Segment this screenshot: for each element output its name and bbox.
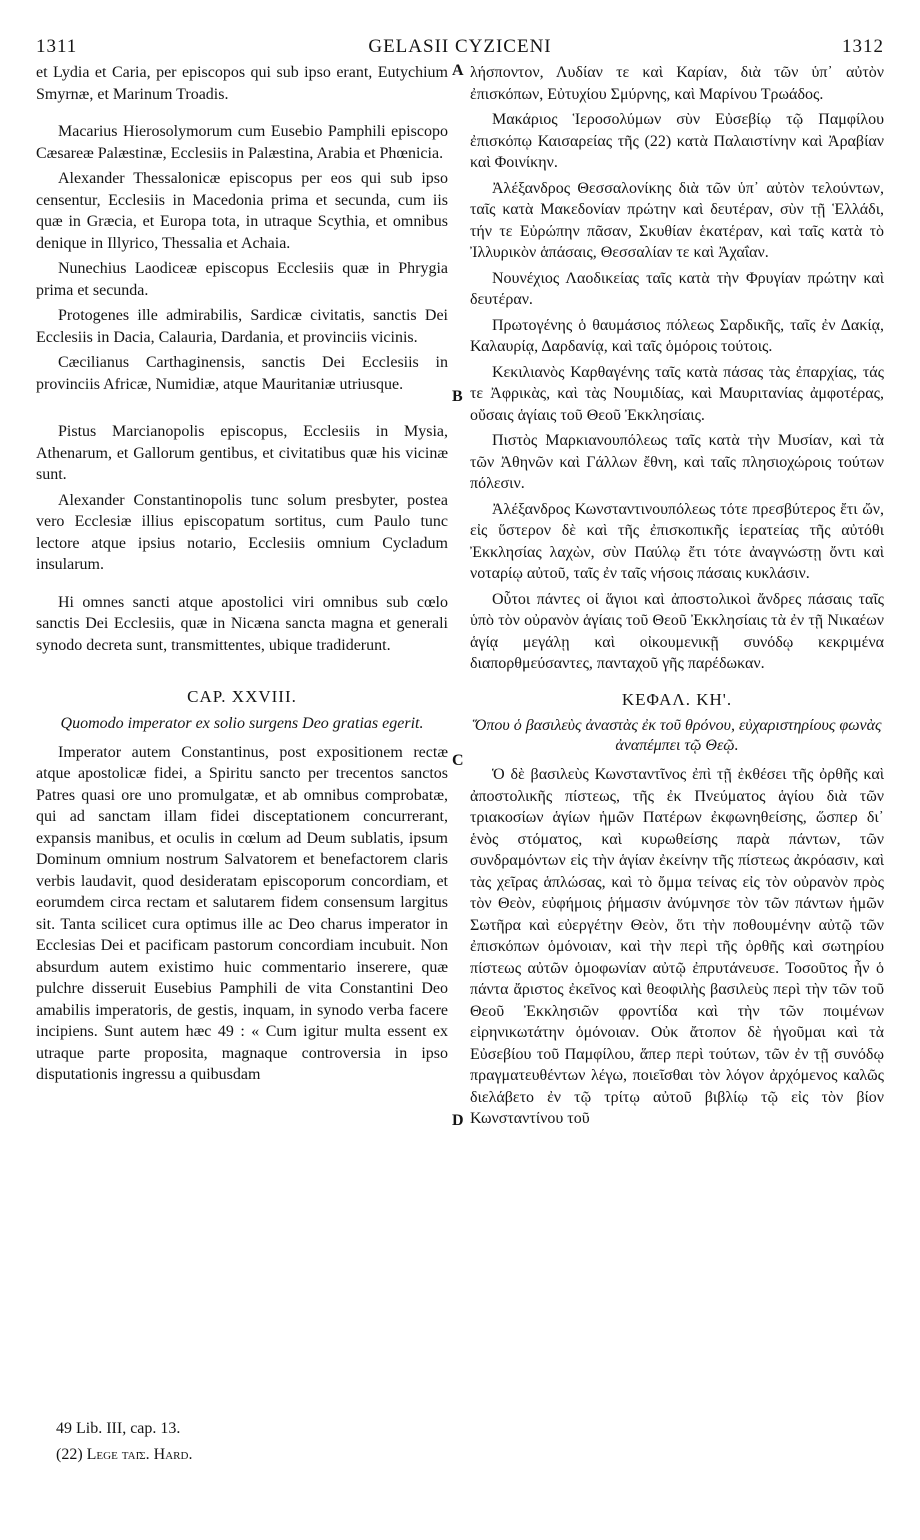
latin-paragraph: et Lydia et Caria, per episcopos qui sub ipso erant, Eutychium Smyrnæ, et Marinum Troadis. xyxy=(36,64,448,103)
margin-letter: D xyxy=(452,1112,464,1129)
margin-letter: B xyxy=(452,388,463,405)
chapter-subtitle-latin: Quomodo imperator ex solio surgens Deo gratias egerit. xyxy=(60,714,424,732)
greek-paragraph: λήσποντον, Λυδίαν τε καὶ Καρίαν, διὰ τῶν ὑπ᾽ αὐτὸν ἐπισκόπων, Εὐτυχίου Σμύρνης, καὶ Μαρίνου Τρωάδος. xyxy=(470,64,884,103)
latin-column xyxy=(36,62,448,1090)
greek-column xyxy=(470,62,884,1134)
greek-paragraph: Πρωτογένης ὁ θαυμάσιος πόλεως Σαρδικῆς, ταῖς ἐν Δακίᾳ, Καλαυρίᾳ, Δαρδανίᾳ, καὶ ταῖς ὁμόροις τούτοις. xyxy=(470,316,884,355)
latin-paragraph: Nunechius Laodiceæ episcopus Ecclesiis quæ in Phrygia prima et secunda. xyxy=(36,260,448,299)
latin-paragraph: Protogenes ille admirabilis, Sardicæ civitatis, sanctis Dei Ecclesiis in Dacia, Calauria, Dardania, et provinciis vicinis. xyxy=(36,307,448,346)
margin-letters xyxy=(452,0,468,1540)
greek-paragraph: Κεκιλιανὸς Καρθαγένης ταῖς κατὰ πάσας τὰς ἐπαρχίας, τάς τε Ἀφρικὰς, καὶ τὰς Νουμιδίας, καὶ Μαυριτανίας ἀμφοτέρας, οὔσαις ἁγίαις τοῦ Θεοῦ Ἐκκλησίαις. xyxy=(470,363,884,424)
chapter-heading-latin: CAP. XXVIII. xyxy=(187,687,297,706)
footnote-49: 49 Lib. III, cap. 13. xyxy=(56,1420,181,1437)
greek-paragraph: Πιστὸς Μαρκιανουπόλεως ταῖς κατὰ τὴν Μυσίαν, καὶ τὰ τῶν Ἀθηνῶν καὶ Γάλλων ἔθνη, καὶ ταῖς πλησιοχώροις τούτων πόλεσιν. xyxy=(470,432,884,492)
latin-paragraph: Macarius Hierosolymorum cum Eusebio Pamphili episcopo Cæsareæ Palæstinæ, Ecclesiis in Palæstina, Arabia et Phœnicia. xyxy=(36,123,448,162)
latin-paragraph: Alexander Thessalonicæ episcopus per eos qui sub ipso censentur, Ecclesiis in Macedonia prima et secunda, cum iis quæ in Græcia, et Europa tota, in utraque Scythia, et omnibus denique in Illyrico, Thessalia et Achaia. xyxy=(36,170,448,252)
margin-letter: C xyxy=(452,752,464,769)
greek-paragraph: Μακάριος Ἱεροσολύμων σὺν Εὐσεβίῳ τῷ Παμφίλου ἐπισκόπῳ Καισαρείας τῆς (22) κατὰ Παλαιστίνην καὶ Ἀραβίαν καὶ Φοινίκην. xyxy=(470,111,884,171)
greek-paragraph: Ἀλέξανδρος Κωνσταντινουπόλεως τότε πρεσβύτερος ἔτι ὤν, εἰς ὕστερον δὲ καὶ τῆς ἐπισκοπικῆς ἱερατείας τῆς αὐτόθι Ἐκκλησίας λαχὼν, σὺν Παύλῳ ἔτι τότε ἀναγνώστῃ ὄντι καὶ νοταρίῳ αὐτοῦ, ταῖς ἐν ταῖς νήσοις πάσαις κυκλάσιν. xyxy=(470,500,884,582)
footnote-22: (22) Lege ταῖς. Hard. xyxy=(56,1446,193,1463)
page-number-left: 1311 xyxy=(36,36,78,57)
greek-paragraph: Ἀλέξανδρος Θεσσαλονίκης διὰ τῶν ὑπ᾽ αὐτὸν τελούντων, ταῖς κατὰ Μακεδονίαν πρώτην καὶ δευτέραν, σὺν τῇ Ἑλλάδι, τήν τε Εὐρώπην πᾶσαν, Σκυθίαν ἑκατέραν, καὶ ταῖς κατὰ τὸ Ἰλλυρικὸν ἁπάσαις, Θεσσαλίαν τε καὶ Ἀχαΐαν. xyxy=(470,179,884,261)
chapter-subtitle-greek: Ὅπου ὁ βασιλεὺς ἀναστὰς ἐκ τοῦ θρόνου, εὐχαριστηρίους φωνὰς ἀναπέμπει τῷ Θεῷ. xyxy=(472,717,882,754)
footnotes xyxy=(56,1416,436,1468)
latin-paragraph: Imperator autem Constantinus, post expositionem rectæ atque apostolicæ fidei, a Spiritu sancto per trecentos sanctos Patres quasi ore uno promulgatæ, et ab omnibus comprobatæ, qui ad sanctam illam fidei disceptationem concurrerant, expansis manibus, et oculis in cœlum ad Deum sublatis, ipsum Dominum omnium nostrum Salvatorem et benefactorem claris verbis laudavit, quod desideratam episcoporum concordiam, et eorumdem circa rectam et salutarem fidem consensum largitus sit. Tanta scilicet cura optimus ille ac Deo charus imperator in Ecclesias Dei et pacificam pastorum concordiam incubuit. Non absurdum autem existimo huic commentario inserere, quæ pulchre disseruit Eusebius Pamphili de vita Constantini Deo amabilis imperatoris, de gestis, inquam, in synodo verba facere incipiens. Sunt autem hæc 49 : « Cum igitur multa essent ex utraque parte proposita, magnaque controversia in ipso disputationis ingressu a quibusdam xyxy=(36,743,448,1083)
page-number-right: 1312 xyxy=(842,36,884,57)
greek-paragraph: Ὁ δὲ βασιλεὺς Κωνσταντῖνος ἐπὶ τῇ ἐκθέσει τῆς ὀρθῆς καὶ ἀποστολικῆς πίστεως, τῆς ἐκ Πνεύματος ἁγίου διὰ τῶν τριακοσίων ἁγίων ἡμῶν Πατέρων ἐκφωνηθείσης, ὥσπερ δι᾽ ἑνὸς στόματος, καὶ κυρωθείσης παρὰ πάντων, τῶν συνδραμόντων εἰς τὴν ἁγίαν ἐκείνην τῆς πίστεως ἀκρόασιν, καὶ τὰς χεῖρας ἁπλώσας, καὶ τὸ ὄμμα τείνας εἰς τὸν οὐρανὸν πρὸς τὸν Θεὸν, εὐφήμοις ῥήμασιν ἀνύμνησε τὸν τῶν πάντων ἡμῶν Σωτῆρα καὶ εὐεργέτην Θεὸν, ὅτι τὴν ποθουμένην αὐτῷ τῶν ἐπισκόπων ὁμόνοιαν, καὶ τὴν περὶ τῆς ὀρθῆς καὶ σωτηρίου πίστεως αὐτῶν ὁμοφωνίαν αὐτῷ ἐπρυτάνευσε. Τοσοῦτος ἦν ὁ πάντα ἄριστος ἐκεῖνος καὶ θεοφιλὴς βασιλεὺς περὶ τὴν τῶν τοῦ Θεοῦ Ἐκκλησιῶν φροντίδα καὶ τὴν τῶν ποιμένων εἰρηνικωτάτην ὁμόνοιαν. Οὐκ ἄτοπον δὲ ἡγοῦμαι καὶ τὰ Εὐσεβίου τοῦ Παμφίλου, ἅπερ περὶ τούτων, τῶν ἐν τῇ συνόδῳ πραγματευθέντων λέγω, ποιεῖσθαι τὸν λόγον ἀρχόμενος καλῶς διελάβετο ἐν τῷ τρίτῳ αὐτοῦ βιβλίῳ τῷ εἰς τὸν βίον Κωνσταντίνου τοῦ xyxy=(470,766,884,1127)
greek-paragraph: Οὗτοι πάντες οἱ ἅγιοι καὶ ἀποστολικοὶ ἄνδρες πάσαις ταῖς ὑπὸ τὸν οὐρανὸν ἁγίαις τοῦ Θεοῦ Ἐκκλησίαις τὰ ἐν τῇ Νικαέων ἁγίᾳ μεγάλῃ καὶ οἰκουμενικῇ συνόδῳ κεκριμένα διαπορθμεύσαντες, πανταχοῦ γῆς παρέδωκαν. xyxy=(470,590,884,672)
latin-paragraph: Pistus Marcianopolis episcopus, Ecclesiis in Mysia, Athenarum, et Gallorum gentibus, et civitatibus quæ his vicinæ sunt. xyxy=(36,423,448,483)
chapter-heading-greek: ΚΕΦΑΛ. ΚΗ'. xyxy=(621,689,733,709)
latin-paragraph: Cæcilianus Carthaginensis, sanctis Dei Ecclesiis in provinciis Africæ, Numidiæ, atque Mauritaniæ utriusque. xyxy=(36,354,448,393)
latin-paragraph: Hi omnes sancti atque apostolici viri omnibus sub cœlo sanctis Dei Ecclesiis, quæ in Nicæna sancta magna et generali synodo decreta sunt, transmittentes, ubique tradiderunt. xyxy=(36,593,448,654)
latin-paragraph: Alexander Constantinopolis tunc solum presbyter, postea vero Ecclesiæ illius episcopatum sortitus, cum Paulo tunc lectore atque ipsius notario, Ecclesiis omnium Cycladum insularum. xyxy=(36,491,448,573)
greek-paragraph: Νουνέχιος Λαοδικείας ταῖς κατὰ τὴν Φρυγίαν πρώτην καὶ δευτέραν. xyxy=(470,269,884,308)
running-title: GELASII CYZICENI xyxy=(368,36,552,57)
margin-letter: A xyxy=(452,62,464,79)
